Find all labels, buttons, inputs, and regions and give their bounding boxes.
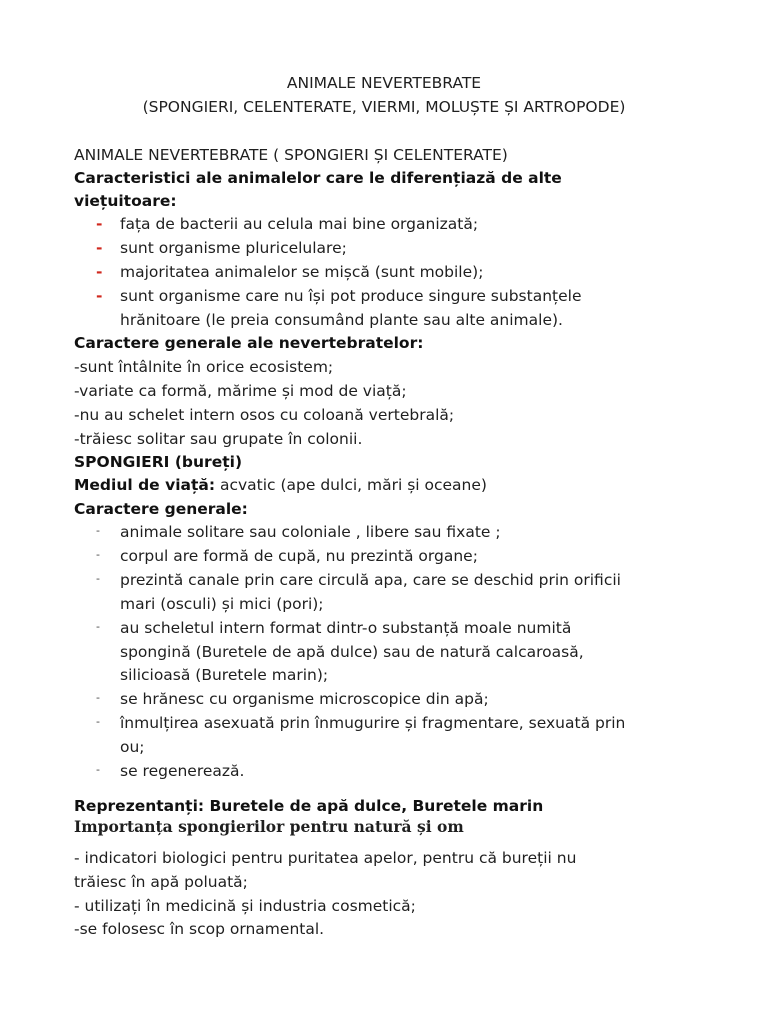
representatives-line: Reprezentanți: Buretele de apă dulce, Buretele marin [74,797,544,815]
list-item: se hrănesc cu organisme microscopice din apă; [120,690,489,708]
list-item: fața de bacterii au celula mai bine organizată; [120,215,479,233]
bullet-marker: - [96,715,100,728]
bullet-marker: - [96,524,100,537]
trait-line: -variate ca formă, mărime și mod de viață; [74,382,407,400]
list-item: prezintă canale prin care circulă apa, care se deschid prin orificii [120,571,621,589]
bullet-marker: - [96,287,103,305]
characteristics-heading-cont: viețuitoare: [74,192,177,210]
list-item: înmulțirea asexuată prin înmugurire și fragmentare, sexuată prin [120,714,626,732]
list-item: majoritatea animalelor se mișcă (sunt mobile); [120,263,484,281]
bullet-marker: - [96,572,100,585]
bullet-marker: - [96,548,100,561]
list-item: sunt organisme pluricelulare; [120,239,347,257]
list-item: corpul are formă de cupă, nu prezintă organe; [120,547,478,565]
importance-line: trăiesc în apă poluată; [74,873,248,891]
list-item: sunt organisme care nu își pot produce singure substanțele [120,287,582,305]
importance-line: - indicatori biologici pentru puritatea apelor, pentru că bureții nu [74,849,577,867]
list-item-cont: silicioasă (Buretele marin); [120,666,329,684]
spongieri-heading: SPONGIERI (bureți) [74,453,243,471]
list-item-cont: hrănitoare (le preia consumând plante sau alte animale). [120,311,563,329]
importance-line: -se folosesc în scop ornamental. [74,920,325,938]
list-item-cont: ou; [120,738,145,756]
trait-line: -trăiesc solitar sau grupate în colonii. [74,430,363,448]
bullet-marker: - [96,239,103,257]
bullet-marker: - [96,763,100,776]
list-item-cont: mari (osculi) și mici (pori); [120,595,324,613]
trait-line: -sunt întâlnite în orice ecosistem; [74,358,334,376]
doc-subtitle: (SPONGIERI, CELENTERATE, VIERMI, MOLUȘTE ȘI ARTROPODE) [142,98,626,116]
importance-line: - utilizați în medicină și industria cosmetică; [74,897,416,915]
bullet-marker: - [96,215,103,233]
bullet-marker: - [96,691,100,704]
habitat-text: acvatic (ape dulci, mări și oceane) [215,476,487,494]
trait-line: -nu au schelet intern osos cu coloană vertebrală; [74,406,455,424]
list-item-cont: spongină (Buretele de apă dulce) sau de natură calcaroasă, [120,643,584,661]
spongieri-traits-heading: Caractere generale: [74,500,248,518]
importance-heading: Importanța spongierilor pentru natură și om [74,817,464,836]
habitat-label: Mediul de viață: [74,476,216,494]
bullet-marker: - [96,263,103,281]
list-item: au scheletul intern format dintr-o substanță moale numită [120,619,572,637]
section-heading: ANIMALE NEVERTEBRATE ( SPONGIERI ȘI CELENTERATE) [74,146,508,164]
list-item: se regenerează. [120,762,245,780]
bullet-marker: - [96,620,100,633]
doc-title: ANIMALE NEVERTEBRATE [286,74,482,92]
habitat-line [74,474,487,496]
characteristics-heading: Caracteristici ale animalelor care le diferențiază de alte [74,169,562,187]
general-traits-heading: Caractere generale ale nevertebratelor: [74,334,424,352]
list-item: animale solitare sau coloniale , libere sau fixate ; [120,523,501,541]
